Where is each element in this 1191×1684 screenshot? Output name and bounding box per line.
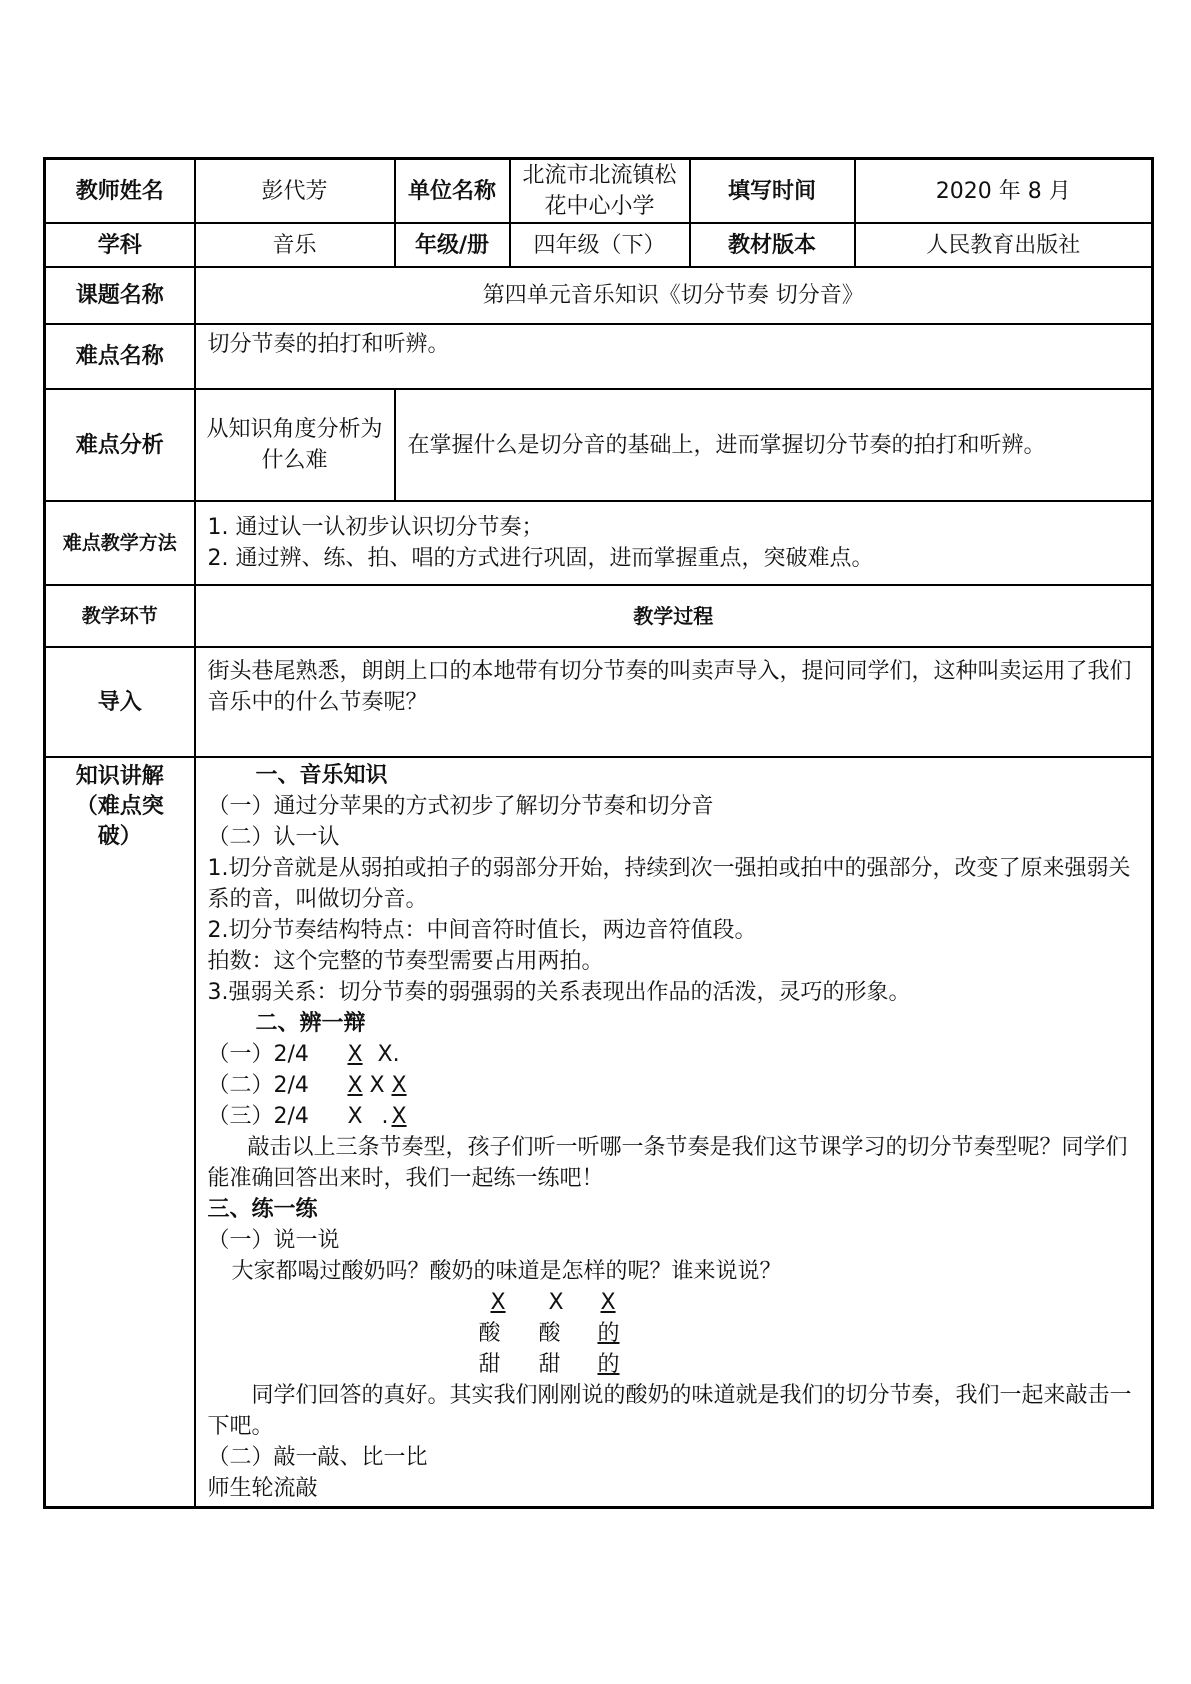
difficulty-value: 切分节奏的拍打和听辨。 (195, 324, 1153, 389)
intro-value: 街头巷尾熟悉，朗朗上口的本地带有切分节奏的叫卖声导入，提问同学们，这种叫卖运用了我们音乐中的什么节奏呢？ (195, 647, 1153, 757)
x-note-1: X (490, 1290, 506, 1315)
method-line-1: 1. 通过认一认初步认识切分节奏； (207, 515, 544, 540)
method-line-2: 2. 通过辨、练、拍、唱的方式进行巩固，进而掌握重点，突破难点。 (207, 546, 874, 571)
rhythm-x-row (208, 1287, 1140, 1318)
subsection-1: （一）通过分苹果的方式初步了解切分节奏和切分音 (207, 794, 714, 819)
method-label: 难点教学方法 (45, 501, 195, 585)
rhythm-1-note-a: X (347, 1042, 363, 1067)
analysis-sub-label: 从知识角度分析为什么难 (195, 389, 395, 501)
x-note-2: X (548, 1290, 564, 1315)
analysis-label: 难点分析 (45, 389, 195, 501)
intro-label: 导入 (45, 647, 195, 757)
knowledge-cell (195, 757, 1153, 1508)
rhythm-3-note-a: X (347, 1104, 363, 1129)
subsection-3: （一）说一说 (207, 1228, 340, 1253)
rhythm-1-prefix: （一）2/4 (207, 1042, 309, 1067)
subsection-4: （二）敲一敲、比一比 (207, 1445, 428, 1470)
word-sweet-3: 的 (597, 1352, 620, 1377)
teacher-label: 教师姓名 (45, 159, 195, 224)
paragraph-5: 敲击以上三条节奏型，孩子们听一听哪一条节奏是我们这节课学习的切分节奏型呢？同学们能准确回答出来时，我们一起练一练吧！ (207, 1135, 1128, 1191)
section-heading-3: 三、练一练 (207, 1197, 318, 1222)
grade-label: 年级/册 (395, 223, 510, 267)
time-label: 填写时间 (690, 159, 855, 224)
word-sweet-1: 甜 (478, 1352, 501, 1377)
method-cell (195, 501, 1153, 585)
x-note-3: X (600, 1290, 616, 1315)
rhythm-2-prefix: （二）2/4 (207, 1073, 309, 1098)
process-label: 教学环节 (45, 585, 195, 647)
rhythm-1-note-b: X. (377, 1042, 400, 1067)
rhythm-2-note-c: X (391, 1073, 407, 1098)
word-sour-2: 酸 (538, 1321, 561, 1346)
paragraph-2: 2.切分节奏结构特点：中间音符时值长，两边音符值段。 (207, 918, 757, 943)
analysis-value: 在掌握什么是切分音的基础上，进而掌握切分节奏的拍打和听辨。 (395, 389, 1153, 501)
rhythm-3-note-c: X (391, 1104, 407, 1129)
subsection-2: （二）认一认 (207, 825, 340, 850)
word-sour-3: 的 (597, 1321, 620, 1346)
section-heading-1: 一、音乐知识 (255, 763, 388, 788)
rhythm-row-1 (208, 1039, 1140, 1070)
teacher-value: 彭代芳 (195, 159, 395, 224)
subject-label: 学科 (45, 223, 195, 267)
paragraph-8: 师生轮流敲 (207, 1476, 318, 1501)
paragraph-3: 拍数：这个完整的节奏型需要占用两拍。 (207, 949, 604, 974)
rhythm-2-note-a: X (347, 1073, 363, 1098)
paragraph-6: 大家都喝过酸奶吗？酸奶的味道是怎样的呢？谁来说说？ (231, 1259, 782, 1284)
topic-label: 课题名称 (45, 267, 195, 324)
rhythm-3-prefix: （三）2/4 (207, 1104, 309, 1129)
word-row-sour (208, 1318, 1140, 1349)
word-sweet-2: 甜 (538, 1352, 561, 1377)
paragraph-7: 同学们回答的真好。其实我们刚刚说的酸奶的味道就是我们的切分节奏，我们一起来敲击一下吧。 (207, 1383, 1132, 1439)
lesson-plan-table (43, 157, 1154, 1509)
subject-value: 音乐 (195, 223, 395, 267)
unit-label: 单位名称 (395, 159, 510, 224)
process-value: 教学过程 (195, 585, 1153, 647)
word-sour-1: 酸 (478, 1321, 501, 1346)
rhythm-3-dot: . (381, 1104, 389, 1129)
edition-label: 教材版本 (690, 223, 855, 267)
paragraph-4: 3.强弱关系：切分节奏的弱强弱的关系表现出作品的活泼，灵巧的形象。 (207, 980, 911, 1005)
section-heading-2: 二、辨一辩 (255, 1011, 366, 1036)
word-row-sweet (208, 1349, 1140, 1380)
rhythm-2-note-b: X (369, 1073, 385, 1098)
knowledge-label: 知识讲解（难点突破） (45, 757, 195, 1508)
paragraph-1: 1.切分音就是从弱拍或拍子的弱部分开始，持续到次一强拍或拍中的强部分，改变了原来强弱关系的音，叫做切分音。 (207, 856, 1131, 912)
rhythm-row-2 (208, 1070, 1140, 1101)
grade-value: 四年级（下） (510, 223, 690, 267)
difficulty-label: 难点名称 (45, 324, 195, 389)
rhythm-row-3 (208, 1101, 1140, 1132)
unit-value: 北流市北流镇松花中心小学 (510, 159, 690, 224)
edition-value: 人民教育出版社 (855, 223, 1153, 267)
time-value: 2020 年 8 月 (855, 159, 1153, 224)
topic-value: 第四单元音乐知识《切分节奏 切分音》 (195, 267, 1153, 324)
